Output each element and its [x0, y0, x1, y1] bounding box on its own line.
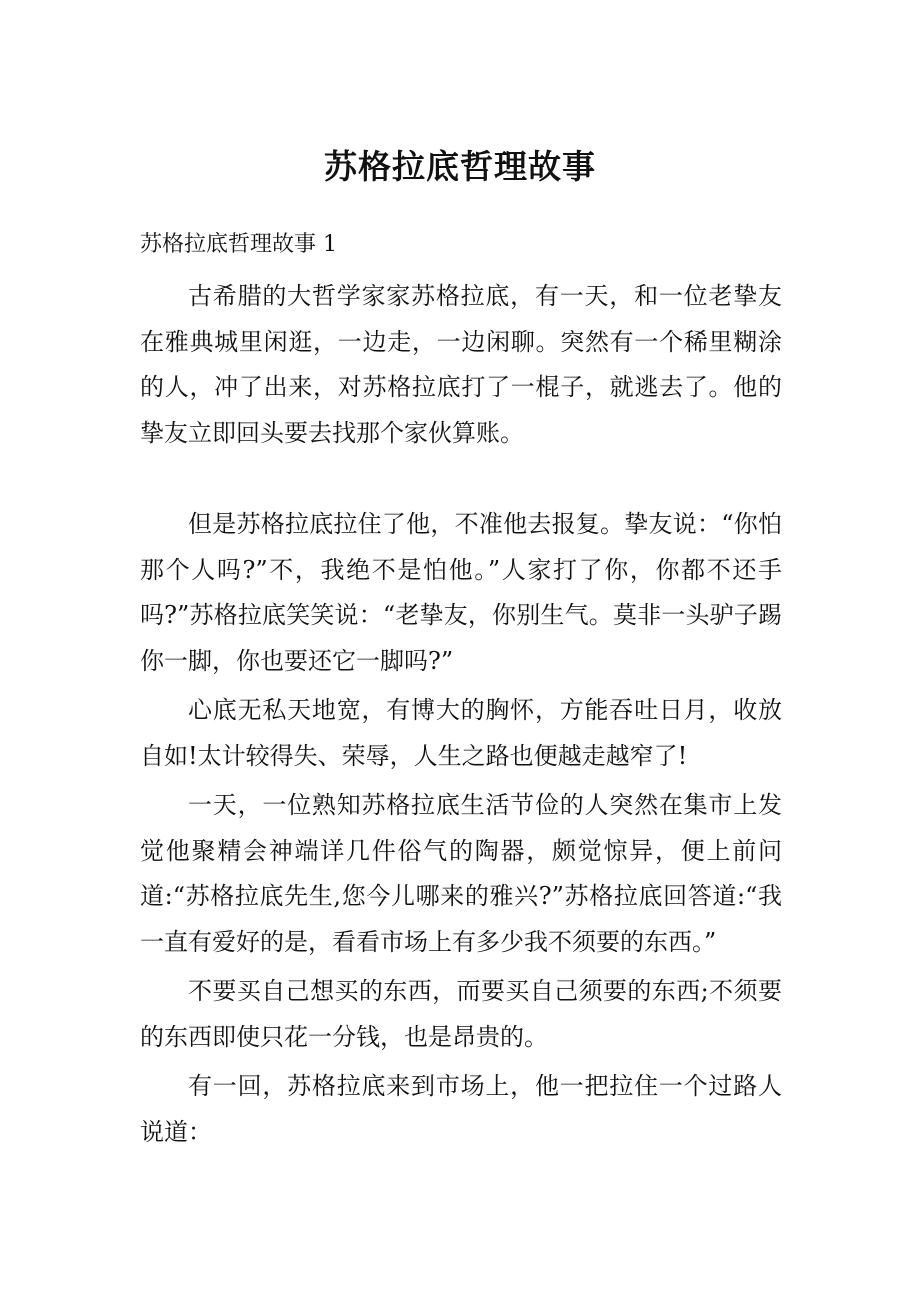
paragraph: 不要买自己想买的东西，而要买自己须要的东西;不须要的东西即使只花一分钱，也是昂贵的。 — [140, 977, 782, 1051]
document-body — [140, 274, 782, 1159]
paragraph: 一天，一位熟知苏格拉底生活节俭的人突然在集市上发觉他聚精会神端详几件俗气的陶器，颇觉惊异，便上前问道:“苏格拉底先生,您今儿哪来的雅兴?”苏格拉底回答道:“我一直有爱好的是，看看市场上有多少我不须要的东西。” — [140, 791, 782, 956]
section-heading: 苏格拉底哲理故事 1 — [140, 232, 337, 257]
paragraph: 古希腊的大哲学家家苏格拉底，有一天，和一位老挚友在雅典城里闲逛，一边走，一边闲聊。突然有一个稀里糊涂的人，冲了出来，对苏格拉底打了一棍子，就逃去了。他的挚友立即回头要去找那个家伙算账。 — [140, 282, 782, 447]
paragraph: 心底无私天地宽，有博大的胸怀，方能吞吐日月，收放自如!太计较得失、荣辱，人生之路也便越走越窄了! — [140, 696, 782, 770]
paragraph: 但是苏格拉底拉住了他，不准他去报复。挚友说：“你怕那个人吗?”不，我绝不是怕他。”人家打了你，你都不还手吗?”苏格拉底笑笑说：“老挚友，你别生气。莫非一头驴子踢你一脚，你也要还它一脚吗?” — [140, 510, 782, 675]
document-title: 苏格拉底哲理故事 — [324, 147, 596, 186]
paragraph: 有一回，苏格拉底来到市场上，他一把拉住一个过路人说道： — [140, 1072, 782, 1146]
